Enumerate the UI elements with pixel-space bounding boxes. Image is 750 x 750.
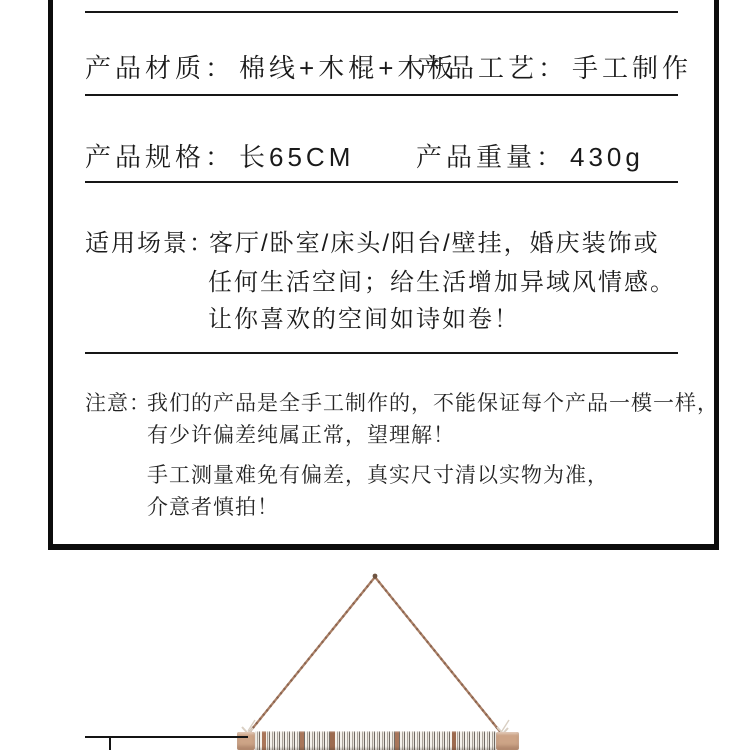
rope-right-twist [375, 577, 502, 734]
wooden-stick-left-end [237, 732, 255, 750]
note-line-4: 介意者慎拍！ [147, 496, 279, 519]
yarn-wrapped-stick [255, 731, 496, 750]
material-label: 产品材质： [85, 53, 236, 83]
separator-line-top [85, 11, 678, 13]
material-row [85, 55, 457, 81]
rope-apex-knot [373, 574, 378, 579]
hanging-rope-graphic [0, 550, 750, 750]
note-line-3: 手工测量难免有偏差，真实尺寸清以实物为准， [147, 464, 609, 487]
note-label: 注意： [85, 392, 151, 415]
note-line-2: 有少许偏差纯属正常，望理解！ [147, 424, 455, 447]
craft-row [418, 55, 692, 81]
scene-line-3: 让你喜欢的空间如诗如卷！ [208, 306, 520, 333]
separator-line-3 [85, 181, 678, 183]
scene-line-1: 客厅/卧室/床头/阳台/壁挂，婚庆装饰或 [209, 230, 660, 257]
material-value: 棉线+木棍+木板 [239, 53, 458, 83]
wooden-stick-right-end [496, 732, 519, 750]
scene-label: 适用场景： [85, 230, 215, 257]
rope-left-twist [248, 577, 375, 734]
size-label: 产品规格： [85, 142, 236, 172]
craft-label: 产品工艺： [418, 53, 569, 83]
spec-box-left-border [48, 0, 53, 550]
separator-line-2 [85, 94, 678, 96]
dimension-tick [109, 737, 111, 750]
size-value: 长65CM [239, 142, 355, 172]
separator-line-4 [85, 352, 678, 354]
weight-label: 产品重量： [416, 142, 567, 172]
weight-value: 430g [570, 142, 644, 172]
spec-box-right-border [714, 0, 719, 550]
size-row [85, 144, 354, 170]
scene-line-2: 任何生活空间；给生活增加异域风情感。 [208, 269, 676, 296]
weight-row [416, 144, 644, 170]
note-line-1: 我们的产品是全手工制作的，不能保证每个产品一模一样， [147, 392, 719, 415]
craft-value: 手工制作 [572, 53, 693, 83]
